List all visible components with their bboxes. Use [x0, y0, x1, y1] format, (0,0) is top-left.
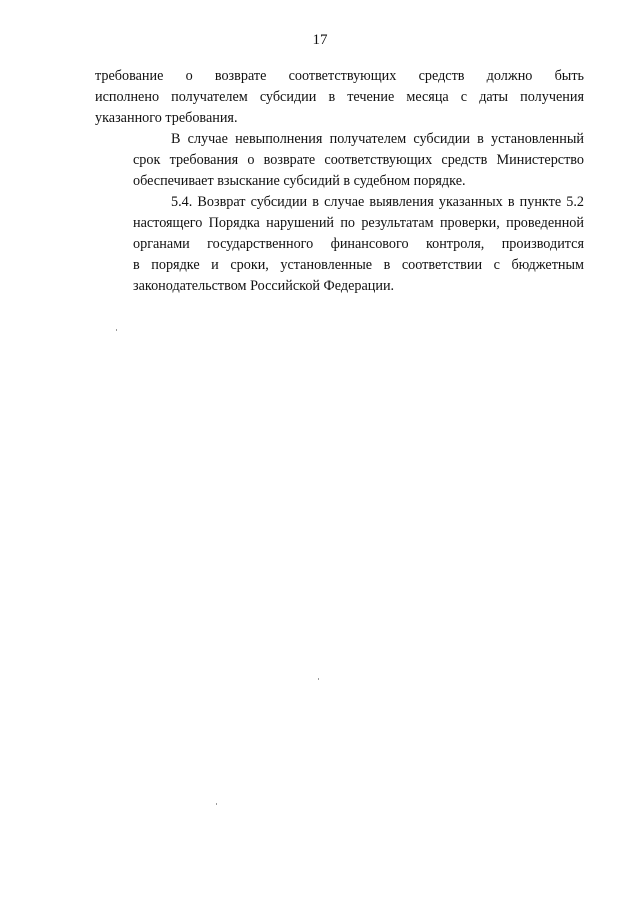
scan-speck: [116, 329, 117, 331]
text-line: органами государственного финансового контроля, производится: [133, 236, 584, 252]
text-line: 5.4. Возврат субсидии в случае выявления указанных в пункте 5.2: [171, 194, 584, 210]
text-line: настоящего Порядка нарушений по результатам проверки, проведенной: [133, 215, 584, 231]
page-number: 17: [312, 32, 328, 48]
paragraph-return-requirement: [95, 66, 584, 129]
text-line: требование о возврате соответствующих средств должно быть: [95, 68, 584, 84]
text-line: исполнено получателем субсидии в течение месяца с даты получения: [95, 89, 584, 105]
scan-speck: [216, 803, 217, 805]
paragraph-non-fulfillment: [95, 129, 584, 192]
text-line: обеспечивает взыскание субсидий в судебном порядке.: [133, 173, 466, 189]
text-line: законодательством Российской Федерации.: [133, 278, 395, 294]
text-line: срок требования о возврате соответствующих средств Министерство: [133, 152, 584, 168]
text-line: в порядке и сроки, установленные в соответствии с бюджетным: [133, 257, 584, 273]
scan-speck: [318, 678, 319, 680]
text-line: В случае невыполнения получателем субсидии в установленный: [171, 131, 584, 147]
paragraph-clause-5-4: [95, 192, 584, 297]
document-body: [95, 66, 584, 297]
text-line: указанного требования.: [95, 110, 238, 126]
